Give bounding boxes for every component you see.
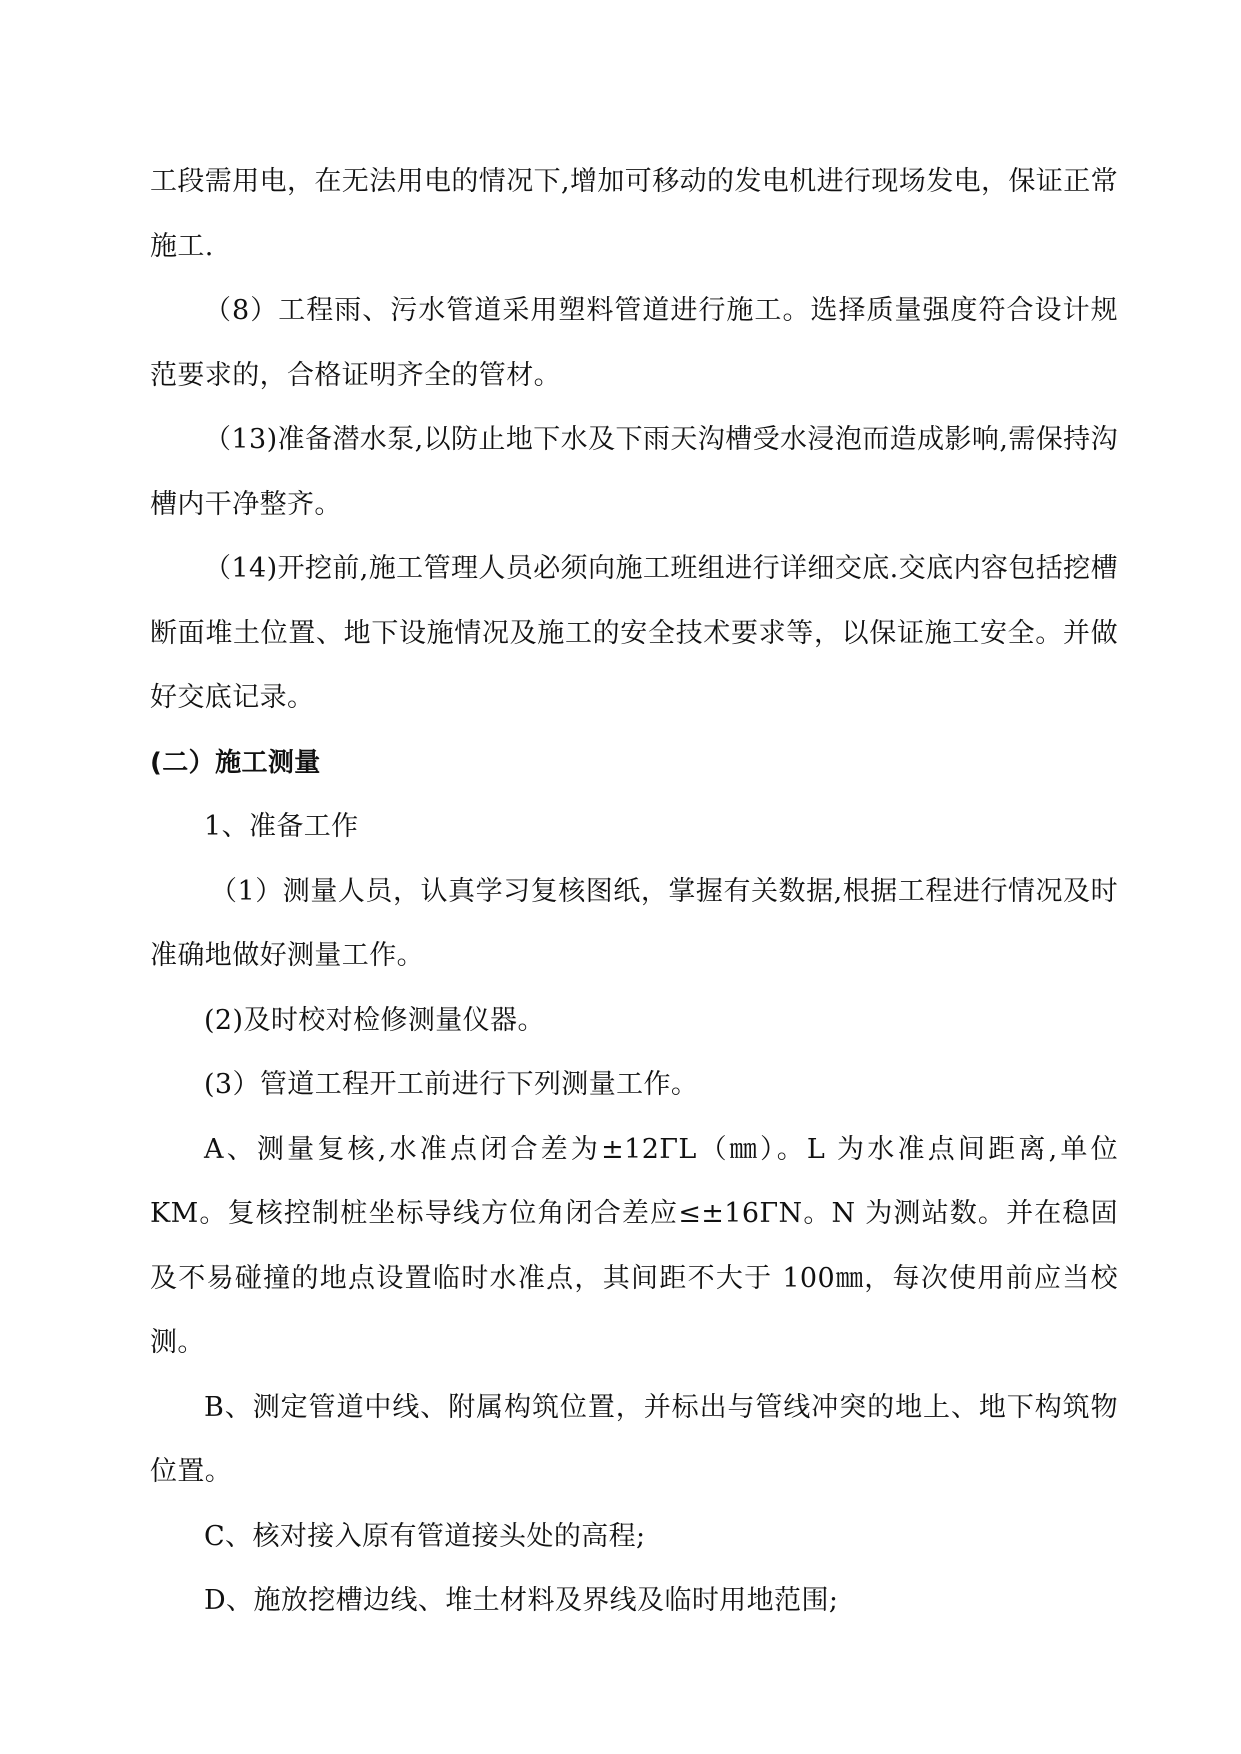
subheading-preparation: 1、准备工作: [204, 811, 359, 842]
section-heading-survey: (二）施工测量: [150, 747, 321, 778]
document-body: [150, 150, 1118, 1634]
paragraph-prep-2: (2)及时校对检修测量仪器。: [204, 1004, 545, 1036]
paragraph-item-d: D、施放挖槽边线、堆土材料及界线及临时用地范围;: [204, 1585, 839, 1616]
paragraph-item-c: C、核对接入原有管道接头处的高程;: [204, 1520, 646, 1552]
paragraph-item-13: （13)准备潜水泵,以防止地下水及下雨天沟槽受水浸泡而造成影响,需保持沟槽内干净整齐。: [150, 424, 1118, 520]
paragraph-item-a: A、测量复核,水准点闭合差为±12ΓL（㎜）。L 为水准点间距离,单位 KM。复核控制桩坐标导线方位角闭合差应≤±16ΓN。N 为测站数。并在稳固及不易碰撞的地点设置临时水准点，其间距不大于 100㎜，每次使用前应当校测。: [150, 1133, 1118, 1358]
paragraph-prep-1: （1）测量人员，认真学习复核图纸，掌握有关数据,根据工程进行情况及时准确地做好测量工作。: [150, 875, 1118, 971]
paragraph-item-b: B、测定管道中线、附属构筑位置，并标出与管线冲突的地上、地下构筑物位置。: [150, 1391, 1118, 1487]
paragraph-item-14: （14)开挖前,施工管理人员必须向施工班组进行详细交底.交底内容包括挖槽断面堆土位置、地下设施情况及施工的安全技术要求等，以保证施工安全。并做好交底记录。: [150, 553, 1118, 713]
paragraph-power-supply: 工段需用电，在无法用电的情况下,增加可移动的发电机进行现场发电，保证正常施工.: [150, 166, 1118, 262]
paragraph-prep-3: (3）管道工程开工前进行下列测量工作。: [204, 1069, 699, 1100]
paragraph-item-8: （8）工程雨、污水管道采用塑料管道进行施工。选择质量强度符合设计规范要求的，合格证明齐全的管材。: [150, 295, 1118, 391]
